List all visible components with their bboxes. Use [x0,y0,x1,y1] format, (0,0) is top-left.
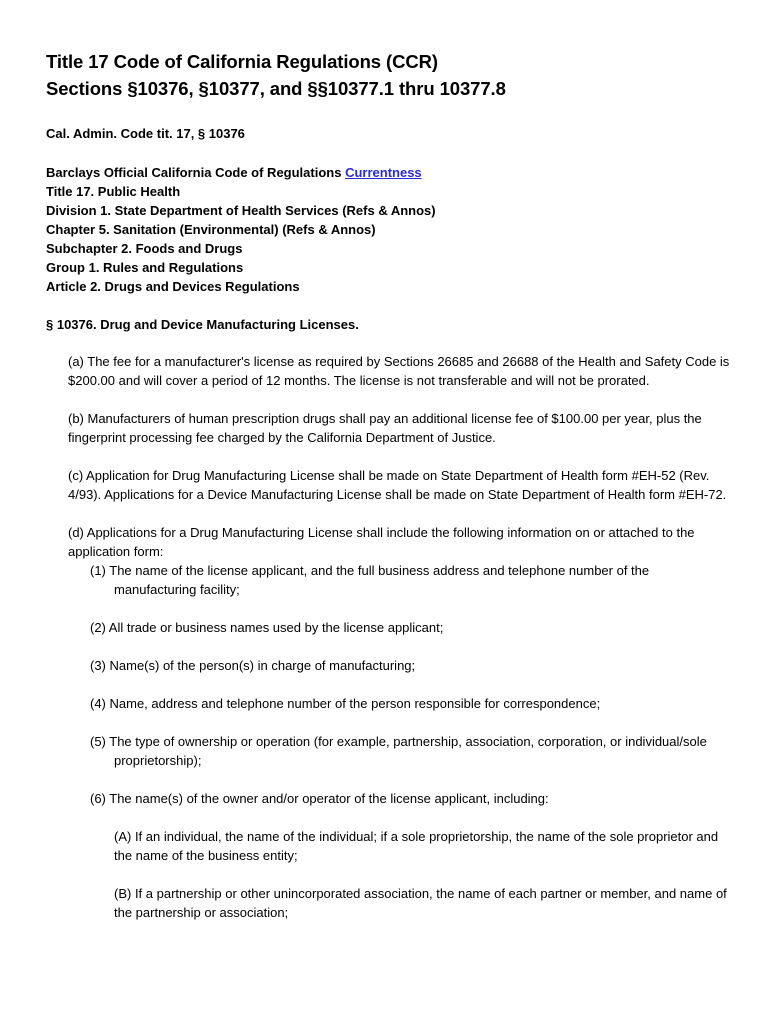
currentness-link[interactable]: Currentness [345,165,422,180]
section-body [68,352,730,922]
paragraph-b: (b) Manufacturers of human prescription drugs shall pay an additional license fee of $100.00 per year, plus the fingerprint processing fee charged by the California Department of Justice. [68,411,702,445]
hierarchy-group: Group 1. Rules and Regulations [46,260,244,275]
title-line-1: Title 17 Code of California Regulations (CCR) [46,51,438,72]
hierarchy-title: Title 17. Public Health [46,184,181,199]
list-item: (2) All trade or business names used by the license applicant; [90,620,444,635]
sub-list-item: (B) If a partnership or other unincorporated association, the name of each partner or member, and name of the partnership or association; [114,886,727,920]
list-item: (4) Name, address and telephone number of the person responsible for correspondence; [90,696,601,711]
hierarchy-chapter: Chapter 5. Sanitation (Environmental) (Refs & Annos) [46,222,376,237]
hierarchy-subchapter: Subchapter 2. Foods and Drugs [46,241,243,256]
paragraph-d: (d) Applications for a Drug Manufacturing License shall include the following information on or attached to the application form: [68,525,695,559]
title-line-2: Sections §10376, §10377, and §§10377.1 thru 10377.8 [46,78,506,99]
document-page [46,48,730,941]
source-label: Barclays Official California Code of Regulations [46,165,346,180]
citation: Cal. Admin. Code tit. 17, § 10376 [46,126,245,141]
list-item: (3) Name(s) of the person(s) in charge of manufacturing; [90,658,416,673]
paragraph-c: (c) Application for Drug Manufacturing License shall be made on State Department of Health form #EH-52 (Rev. 4/93). Applications for a Device Manufacturing License shall be made on State Department of Health form #EH-72. [68,468,727,502]
sub-list-item: (A) If an individual, the name of the individual; if a sole proprietorship, the name of the sole proprietor and the name of the business entity; [114,829,719,863]
document-title [46,48,730,102]
hierarchy-article: Article 2. Drugs and Devices Regulations [46,279,300,294]
source-line [46,163,730,182]
list-item: (6) The name(s) of the owner and/or operator of the license applicant, including: [90,791,549,806]
list-item: (1) The name of the license applicant, and the full business address and telephone number of the manufacturing facility; [90,563,650,597]
paragraph-a: (a) The fee for a manufacturer's license as required by Sections 26685 and 26688 of the Health and Safety Code is $200.00 and will cover a period of 12 months. The license is not transferable and will not be prorated. [68,354,730,388]
hierarchy-division: Division 1. State Department of Health Services (Refs & Annos) [46,203,436,218]
section-heading: § 10376. Drug and Device Manufacturing Licenses. [46,317,359,332]
list-item: (5) The type of ownership or operation (for example, partnership, association, corporation, or individual/sole proprietorship); [90,734,707,768]
code-hierarchy [46,163,730,296]
